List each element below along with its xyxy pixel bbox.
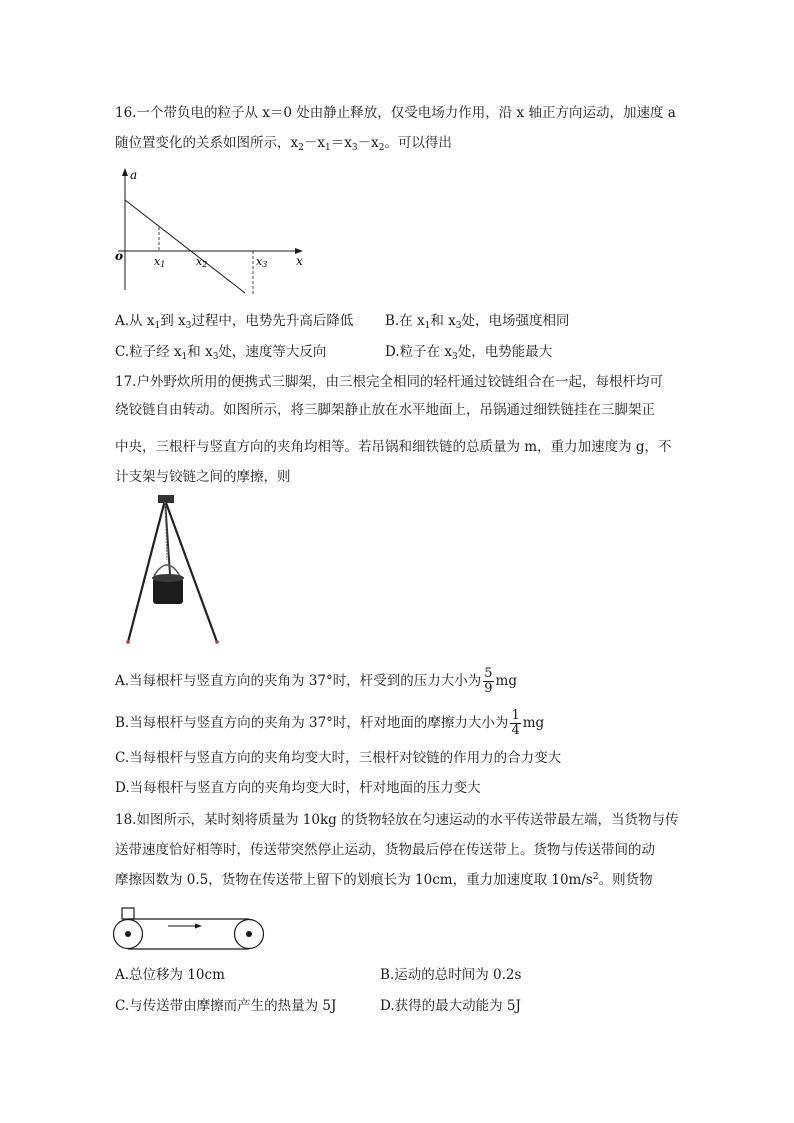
q17-stem-line3: 中央，三根杆与竖直方向的夹角均相等。若吊锅和细铁链的总质量为 m，重力加速度为 g，不 — [115, 439, 672, 455]
belt-direction-arrowhead — [195, 924, 202, 929]
tripod-leg-right — [165, 500, 217, 642]
q16-stem-line2: 随位置变化的关系如图所示，$x_2-x_1=x_3-x_2$。可以得出 — [115, 135, 452, 153]
x2-label: x2 — [196, 255, 208, 269]
conveyor-belt-figure — [112, 905, 267, 951]
q17-stem-line4: 计支架与铰链之间的摩擦，则 — [115, 469, 291, 485]
y-axis-label: a — [130, 168, 138, 182]
fraction-5-9: $\frac{5}{9}$ — [484, 666, 493, 696]
q18-stem-line1: 18.如图所示，某时刻将质量为 10kg 的货物轻放在匀速运动的水平传送带最左端，当货物与传 — [115, 812, 679, 828]
tripod-leg-left — [128, 500, 165, 642]
origin-label: o — [115, 249, 124, 263]
y-axis-arrow — [122, 168, 128, 176]
q18-option-d[interactable]: D.获得的最大动能为 5J — [380, 998, 521, 1014]
q16-acceleration-graph — [110, 165, 310, 300]
q16-option-b[interactable]: B.在 $x_1$和 $x_3$处，电场强度相同 — [385, 313, 570, 331]
q18-stem-line3: 摩擦因数为 0.5，货物在传送带上留下的划痕长为 10cm，重力加速度取 $10m/s^2$。则货物 — [115, 872, 653, 888]
q17-option-c[interactable]: C.当每根杆与竖直方向的夹角均变大时，三根杆对铰链的作用力的合力变大 — [115, 750, 562, 766]
x3-label: x3 — [256, 255, 268, 269]
q17-stem-line2: 绕铰链自由转动。如图所示，将三脚架静止放在水平地面上，吊锅通过细铁链挂在三脚架正 — [115, 402, 655, 418]
pot-rim — [152, 574, 184, 582]
right-pulley-axle — [246, 931, 252, 937]
tripod-pot-figure — [120, 492, 225, 652]
cargo-box — [122, 908, 134, 919]
q16-option-d[interactable]: D.粒子在 $x_3$处，电势能最大 — [385, 344, 553, 362]
q16-stem-line1: 16.一个带负电的粒子从 x＝0 处由静止释放，仅受电场力作用，沿 x 轴正方向运动，加速度 a — [115, 105, 676, 121]
q17-stem-line1: 17.户外野炊所用的便携式三脚架，由三根完全相同的轻杆通过铰链组合在一起，每根杆均可 — [115, 374, 663, 390]
tripod-foot-right — [215, 640, 219, 644]
tripod-foot-left — [126, 640, 130, 644]
x1-label: x1 — [154, 255, 166, 269]
left-pulley-axle — [125, 931, 131, 937]
q18-option-a[interactable]: A.总位移为 10cm — [115, 967, 225, 983]
q17-option-a[interactable]: A.当每根杆与竖直方向的夹角为 37°时，杆受到的压力大小为 $\frac{5}{9}$ mg — [115, 666, 517, 696]
q17-option-d[interactable]: D.当每根杆与竖直方向的夹角均变大时，杆对地面的压力变大 — [115, 780, 481, 796]
x-axis-label: x — [296, 254, 303, 268]
q16-option-a[interactable]: A.从 $x_1$到 $x_3$过程中，电势先升高后降低 — [115, 313, 354, 331]
acceleration-line — [125, 200, 245, 293]
fraction-1-4: $\frac{1}{4}$ — [511, 708, 520, 738]
q18-stem-line2: 送带速度恰好相等时，传送带突然停止运动，货物最后停在传送带上。货物与传送带间的动 — [115, 842, 655, 858]
q17-option-b[interactable]: B.当每根杆与竖直方向的夹角为 37°时，杆对地面的摩擦力大小为 $\frac{1}{4}$ mg — [115, 708, 545, 738]
q18-option-b[interactable]: B.运动的总时间为 0.2s — [380, 967, 522, 983]
tripod-hinge — [158, 495, 174, 503]
q16-option-c[interactable]: C.粒子经 $x_1$和 $x_3$处，速度等大反向 — [115, 344, 327, 362]
q18-option-c[interactable]: C.与传送带由摩擦而产生的热量为 5J — [115, 998, 337, 1014]
